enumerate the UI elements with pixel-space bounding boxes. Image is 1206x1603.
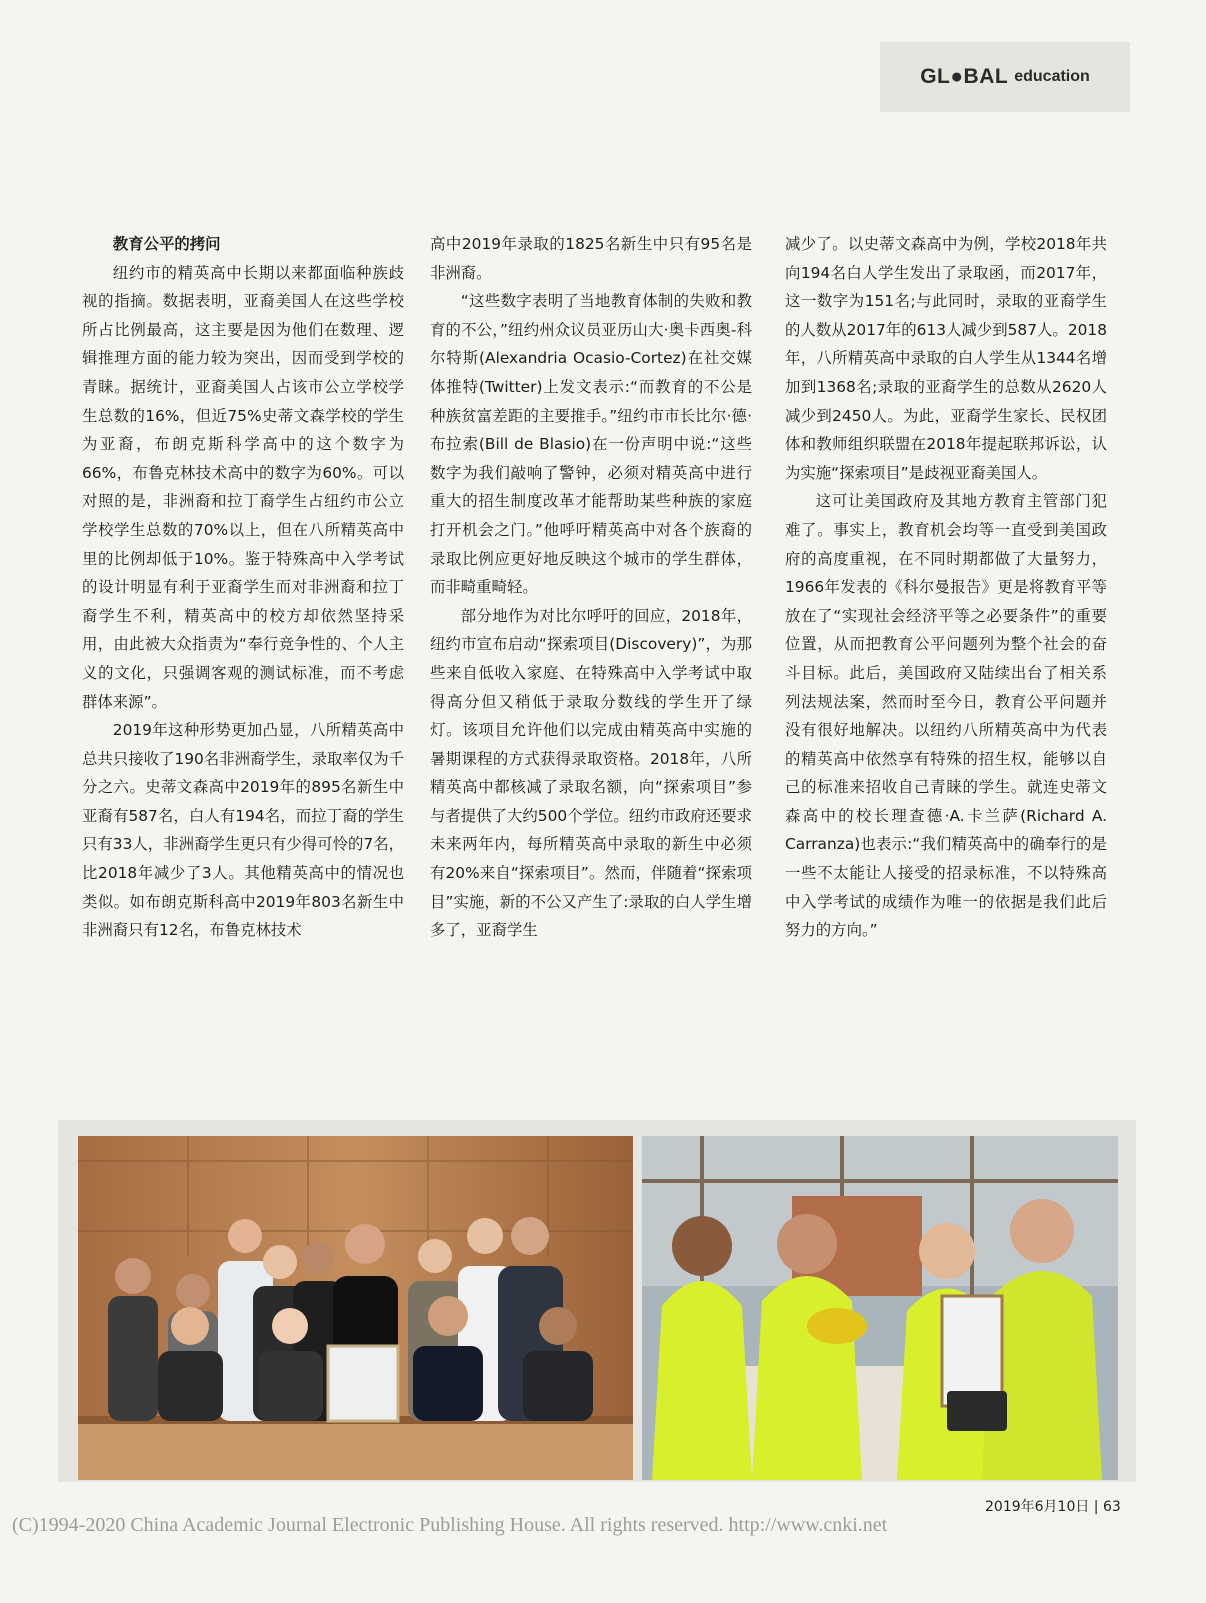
page-date-number: 2019年6月10日 | 63 (985, 1499, 1121, 1515)
brand-education: education (1014, 68, 1090, 85)
paragraph: 部分地作为对比尔呼吁的回应，2018年，纽约市宣布启动“探索项目(Discovery)”，为那些来自低收入家庭、在特殊高中入学考试中取得高分但又稍低于录取分数线的学生开了绿灯。该项目允许他们以完成由精英高中实施的暑期课程的方式获得录取资格。2018年，八所精英高中都核减了录取名额，向“探索项目”参与者提供了大约500个学位。纽约市政府还要求未来两年内，每所精英高中录取的新生中必须有20%来自“探索项目”。然而，伴随着“探索项目”实施，新的不公又产生了:录取的白人学生增多了，亚裔学生 (430, 606, 752, 940)
section-tab (880, 42, 1130, 112)
brand-global: GL●BAL (920, 65, 1009, 88)
column-1 (82, 230, 404, 945)
copyright-watermark: (C)1994-2020 China Academic Journal Electronic Publishing House. All rights reserved. http://www.cnki.net (12, 1514, 888, 1536)
section-heading: 教育公平的拷问 (112, 235, 221, 253)
paragraph: 纽约市的精英高中长期以来都面临种族歧视的指摘。数据表明，亚裔美国人在这些学校所占比例最高，这主要是因为他们在数理、逻辑推理方面的能力较为突出，因而受到学校的青睐。据统计，亚裔美国人占该市公立学校学生总数的16%，但近75%史蒂文森学校的学生为亚裔，布朗克斯科学高中的这个数字为66%，布鲁克林技术高中的数字为60%。可以对照的是，非洲裔和拉丁裔学生占纽约市公立学校学生总数的70%以上，但在八所精英高中里的比例却低于10%。鉴于特殊高中入学考试的设计明显有利于亚裔学生而对非洲裔和拉丁裔学生不利，精英高中的校方却依然坚持采用，由此被大众指责为“奉行竞争性的、个人主义的文化，只强调客观的测试标准，而不考虑群体来源”。 (82, 263, 404, 711)
paragraph: 高中2019年录取的1825名新生中只有95名是非洲裔。 (430, 235, 752, 282)
paragraph: 减少了。以史蒂文森高中为例，学校2018年共向194名白人学生发出了录取函，而2017年，这一数字为151名;与此同时，录取的亚裔学生的人数从2017年的613人减少到587人。2018年，八所精英高中录取的白人学生从1344名增加到1368名;录取的亚裔学生的总数从2620人减少到2450人。为此，亚裔学生家长、民权团体和教师组织联盟在2018年提起联邦诉讼，认为实施“探索项目”是歧视亚裔美国人。 (785, 235, 1107, 482)
group-photo (78, 1136, 633, 1480)
column-3 (785, 230, 1107, 945)
paragraph: “这些数字表明了当地教育体制的失败和教育的不公，”纽约州众议员亚历山大·奥卡西奥-科尔特斯(Alexandria Ocasio-Cortez)在社交媒体推特(Twitter)上发文表示:“而教育的不公是种族贫富差距的主要推手。”纽约市市长比尔·德·布拉索(Bill de Blasio)在一份声明中说:“这些数字为我们敲响了警钟，必须对精英高中进行重大的招生制度改革才能帮助某些种族的家庭打开机会之门。”他呼吁精英高中对各个族裔的录取比例应更好地反映这个城市的学生群体，而非畸重畸轻。 (430, 292, 752, 597)
paragraph: 2019年这种形势更加凸显，八所精英高中总共只接收了190名非洲裔学生，录取率仅为千分之六。史蒂文森高中2019年的895名新生中亚裔有587名，白人有194名，而拉丁裔的学生只有33人，非洲裔学生更只有少得可怜的7名，比2018年减少了3人。其他精英高中的情况也类似。如布朗克斯科高中2019年803名新生中非洲裔只有12名，布鲁克林技术 (82, 721, 404, 940)
paragraph: 这可让美国政府及其地方教育主管部门犯难了。事实上，教育机会均等一直受到美国政府的高度重视，在不同时期都做了大量努力，1966年发表的《科尔曼报告》更是将教育平等放在了“实现社会经济平等之必要条件”的重要位置，从而把教育公平问题列为整个社会的奋斗目标。此后，美国政府又陆续出台了相关系列法规法案，然而时至今日，教育公平问题并没有很好地解决。以纽约八所精英高中为代表的精英高中依然享有特殊的招生权，能够以自己的标准来招收自己青睐的学生。就连史蒂文森高中的校长理查德·A.卡兰萨(Richard A. Carranza)也表示:“我们精英高中的确奉行的是一些不太能让人接受的招录标准，不以特殊高中入学考试的成绩作为唯一的依据是我们此后努力的方向。” (785, 492, 1107, 940)
construction-photo (642, 1136, 1118, 1480)
column-2 (430, 230, 752, 945)
